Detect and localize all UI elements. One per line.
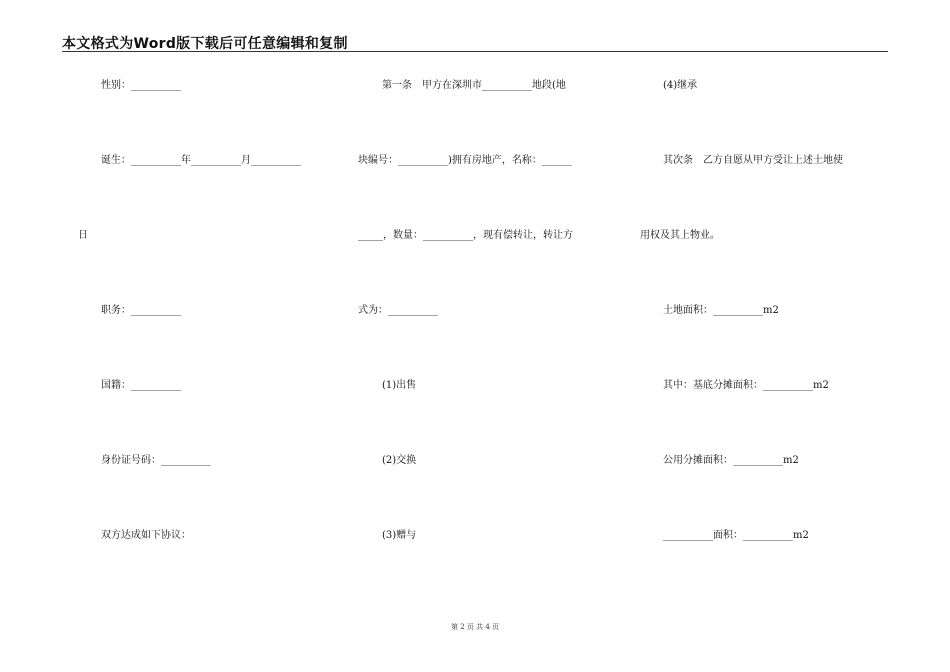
agreement-text: 双方达成如下协议： [101,530,191,541]
quantity-text: _____，数量：__________，现有偿转让，转让方 [358,230,573,241]
id-number-field: 身份证号码：__________ [101,455,211,466]
article-2-text: 其次条 乙方自愿从甲方受让上述土地使 [663,155,843,166]
base-area-field: 其中：基底分摊面积：__________m2 [663,380,829,391]
rights-text: 用权及其上物业。 [640,230,720,241]
option-sale: (1)出售 [382,380,417,391]
block-number-text: 块编号：__________)拥有房地产，名称：______ [358,155,572,166]
other-area-field: __________面积：__________m2 [663,530,809,541]
land-area-field: 土地面积：__________m2 [663,305,779,316]
option-gift: (3)赠与 [382,530,417,541]
transfer-method-field: 式为：__________ [358,305,438,316]
nationality-field: 国籍：__________ [101,380,181,391]
option-exchange: (2)交换 [382,455,417,466]
position-field: 职务：__________ [101,305,181,316]
gender-field: 性别：__________ [101,80,181,91]
option-inherit: (4)继承 [663,80,698,91]
article-1-text: 第一条 甲方在深圳市__________地段(地 [382,80,566,91]
header-title: 本文格式为Word版下载后可任意编辑和复制 [62,36,348,52]
birth-field: 诞生：__________年__________月__________ [101,155,301,166]
header-divider [62,51,888,52]
page-number: 第 2 页 共 4 页 [450,623,500,631]
birth-day-label: 日 [78,230,88,241]
public-area-field: 公用分摊面积：__________m2 [663,455,799,466]
